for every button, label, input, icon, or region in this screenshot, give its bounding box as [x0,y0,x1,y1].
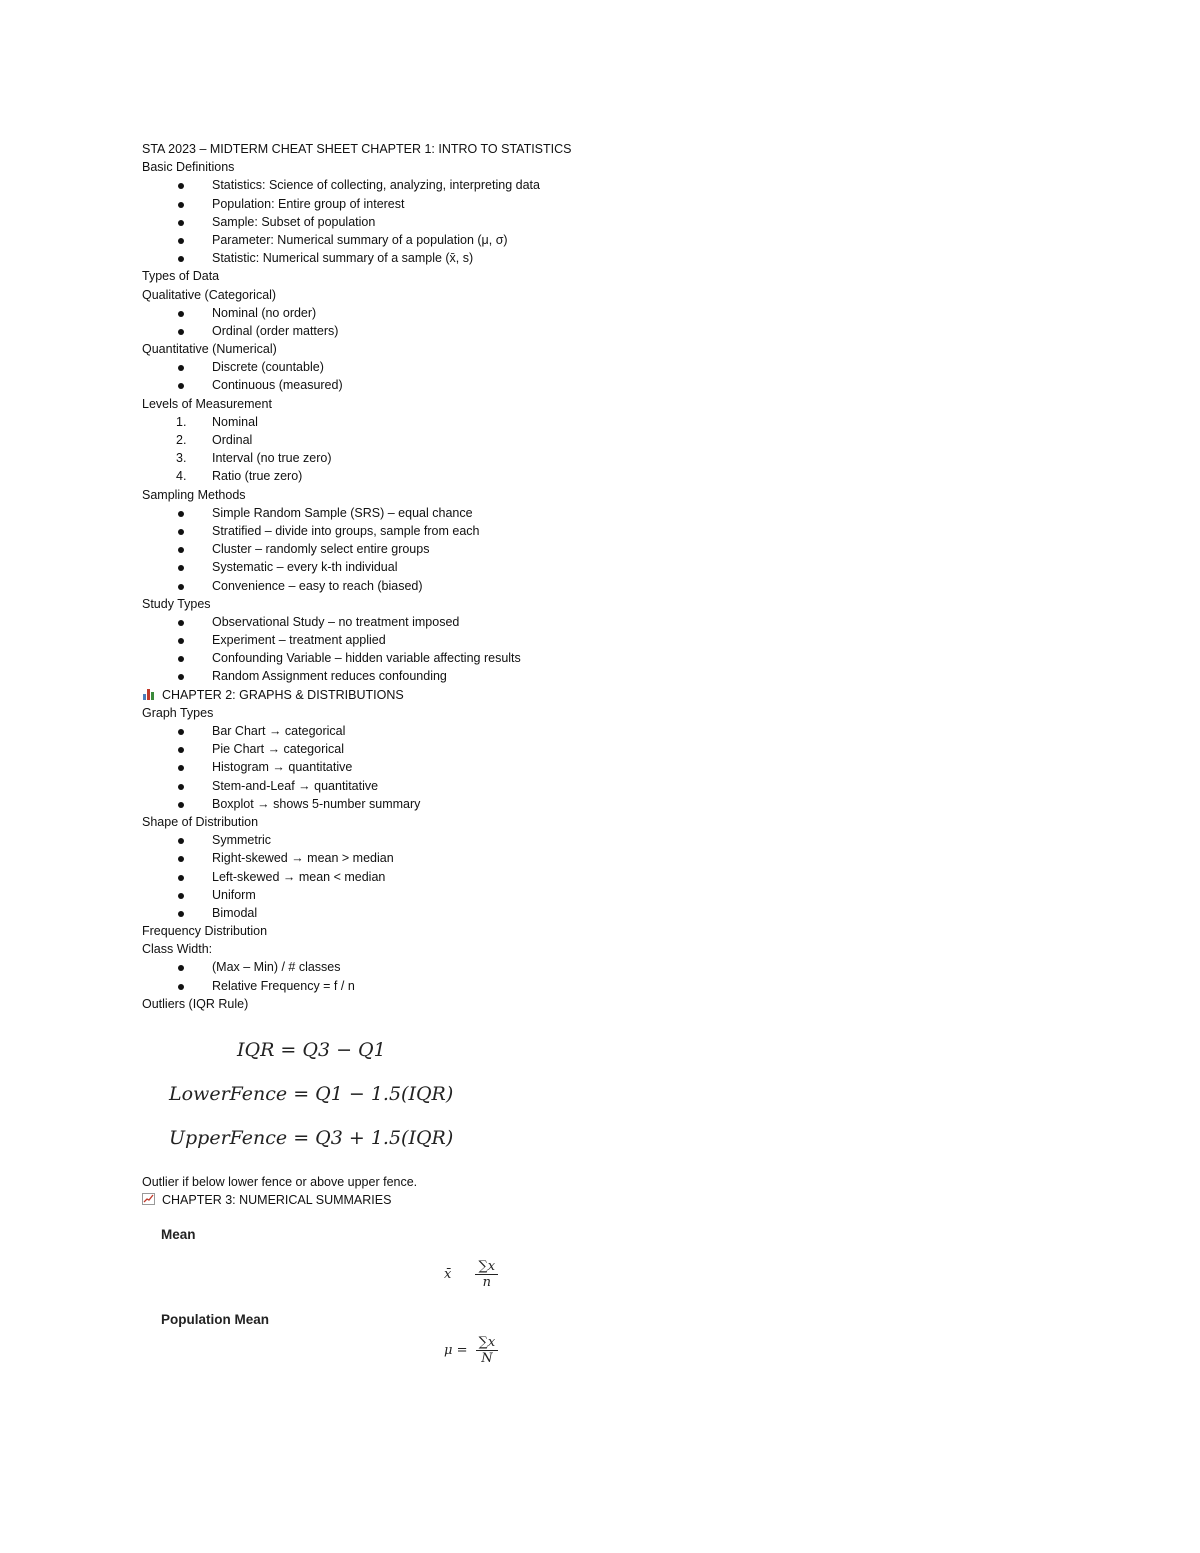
list-item: Symmetric [142,831,1142,849]
bullet [178,202,184,208]
section-heading-frequency: Frequency Distribution [142,924,268,939]
bullet [178,311,184,317]
bullet [178,893,184,899]
list-item: Sample: Subset of population [142,213,1142,231]
list-item: Discrete (countable) [142,358,1142,376]
outlier-note: Outlier if below lower fence or above upper fence. [142,1175,418,1189]
list-item: Statistics: Science of collecting, analyzing, interpreting data [142,176,1142,194]
document-body [142,140,1142,1389]
upper-fence-formula: UpperFence = Q3 + 1.5(IQR) [169,1127,454,1149]
bullet [178,584,184,590]
section-heading-study-types: Study Types [142,596,211,611]
population-mean-heading: Population Mean [161,1311,269,1327]
bullet [178,729,184,735]
bullet [178,674,184,680]
bullet [178,965,184,971]
list-item: Histogram → quantitative [142,758,1142,776]
pop-mean-fraction [476,1335,499,1366]
bullet [178,638,184,644]
bullet [178,875,184,881]
section-heading-shape: Shape of Distribution [142,814,259,829]
list-item: Stem-and-Leaf → quantitative [142,777,1142,795]
bullet [178,784,184,790]
bullet [178,656,184,662]
bullet [178,838,184,844]
list-item: Cluster – randomly select entire groups [142,540,1142,558]
population-mean-formula [142,1329,1142,1389]
bullet [178,547,184,553]
list-item: Systematic – every k-th individual [142,558,1142,576]
bullet [178,383,184,389]
list-item: Right-skewed → mean > median [142,849,1142,867]
list-item: Confounding Variable – hidden variable affecting results [142,649,1142,667]
numbered-item: 3. Interval (no true zero) [176,451,332,466]
chapter-3-heading: CHAPTER 3: NUMERICAL SUMMARIES [142,1191,1142,1209]
bullet [178,856,184,862]
bar-chart-icon [142,688,156,700]
list-item: Continuous (measured) [142,376,1142,394]
numbered-item: 1. Nominal [176,414,258,429]
list-item: Statistic: Numerical summary of a sample (x̄, s) [142,249,1142,267]
list-item: Experiment – treatment applied [142,631,1142,649]
subheading-quantitative: Quantitative (Numerical) [142,342,277,357]
list-item: Random Assignment reduces confounding [142,667,1142,685]
list-item: Boxplot → shows 5-number summary [142,795,1142,813]
section-heading-basic-definitions: Basic Definitions [142,160,235,175]
section-heading-levels: Levels of Measurement [142,396,272,411]
list-item: (Max – Min) / # classes [142,958,1142,976]
pop-mean-denominator: N [481,1350,493,1366]
subheading-qualitative: Qualitative (Categorical) [142,287,277,302]
bullet [178,511,184,517]
bullet [178,765,184,771]
bullet [178,984,184,990]
list-item: Ordinal (order matters) [142,322,1142,340]
subheading-class-width: Class Width: [142,942,213,957]
line-chart-icon [142,1192,156,1204]
bullet [178,220,184,226]
lower-fence-formula: LowerFence = Q1 − 1.5(IQR) [169,1083,454,1105]
bullet [178,183,184,189]
chapter-2-heading: CHAPTER 2: GRAPHS & DISTRIBUTIONS [142,686,1142,704]
sample-mean-formula [142,1245,1142,1311]
list-item: Stratified – divide into groups, sample from each [142,522,1142,540]
mean-fraction [475,1259,498,1290]
list-item: Bar Chart → categorical [142,722,1142,740]
section-heading-outliers: Outliers (IQR Rule) [142,996,249,1011]
mean-lhs: x̄ [444,1266,452,1282]
iqr-formulas [142,1013,1142,1173]
list-item: Left-skewed → mean < median [142,868,1142,886]
list-item: Simple Random Sample (SRS) – equal chance [142,504,1142,522]
bullet [178,329,184,335]
page-title: STA 2023 – MIDTERM CHEAT SHEET CHAPTER 1: INTRO TO STATISTICS [142,142,572,156]
bullet [178,620,184,626]
mean-heading: Mean [161,1227,196,1243]
section-heading-graph-types: Graph Types [142,705,214,720]
section-heading-types-of-data: Types of Data [142,269,220,284]
bullet [178,238,184,244]
list-item: Uniform [142,886,1142,904]
numbered-item: 2. Ordinal [176,433,253,447]
pop-mean-lhs: μ = [444,1342,468,1358]
list-item: Population: Entire group of interest [142,195,1142,213]
mean-numerator: ∑x [475,1259,498,1275]
bullet [178,365,184,371]
bullet [178,911,184,917]
list-item: Parameter: Numerical summary of a population (μ, σ) [142,231,1142,249]
list-item: Observational Study – no treatment imposed [142,613,1142,631]
section-heading-sampling: Sampling Methods [142,487,246,502]
pop-mean-numerator: ∑x [476,1335,499,1351]
list-item: Nominal (no order) [142,304,1142,322]
bullet [178,802,184,808]
list-item: Convenience – easy to reach (biased) [142,577,1142,595]
bullet [178,565,184,571]
list-item: Bimodal [142,904,1142,922]
bullet [178,529,184,535]
numbered-item: 4. Ratio (true zero) [176,469,303,484]
bullet [178,747,184,753]
list-item: Relative Frequency = f / n [142,977,1142,995]
list-item: Pie Chart → categorical [142,740,1142,758]
mean-denominator: n [482,1274,491,1290]
bullet [178,256,184,262]
iqr-formula: IQR = Q3 − Q1 [237,1039,386,1061]
